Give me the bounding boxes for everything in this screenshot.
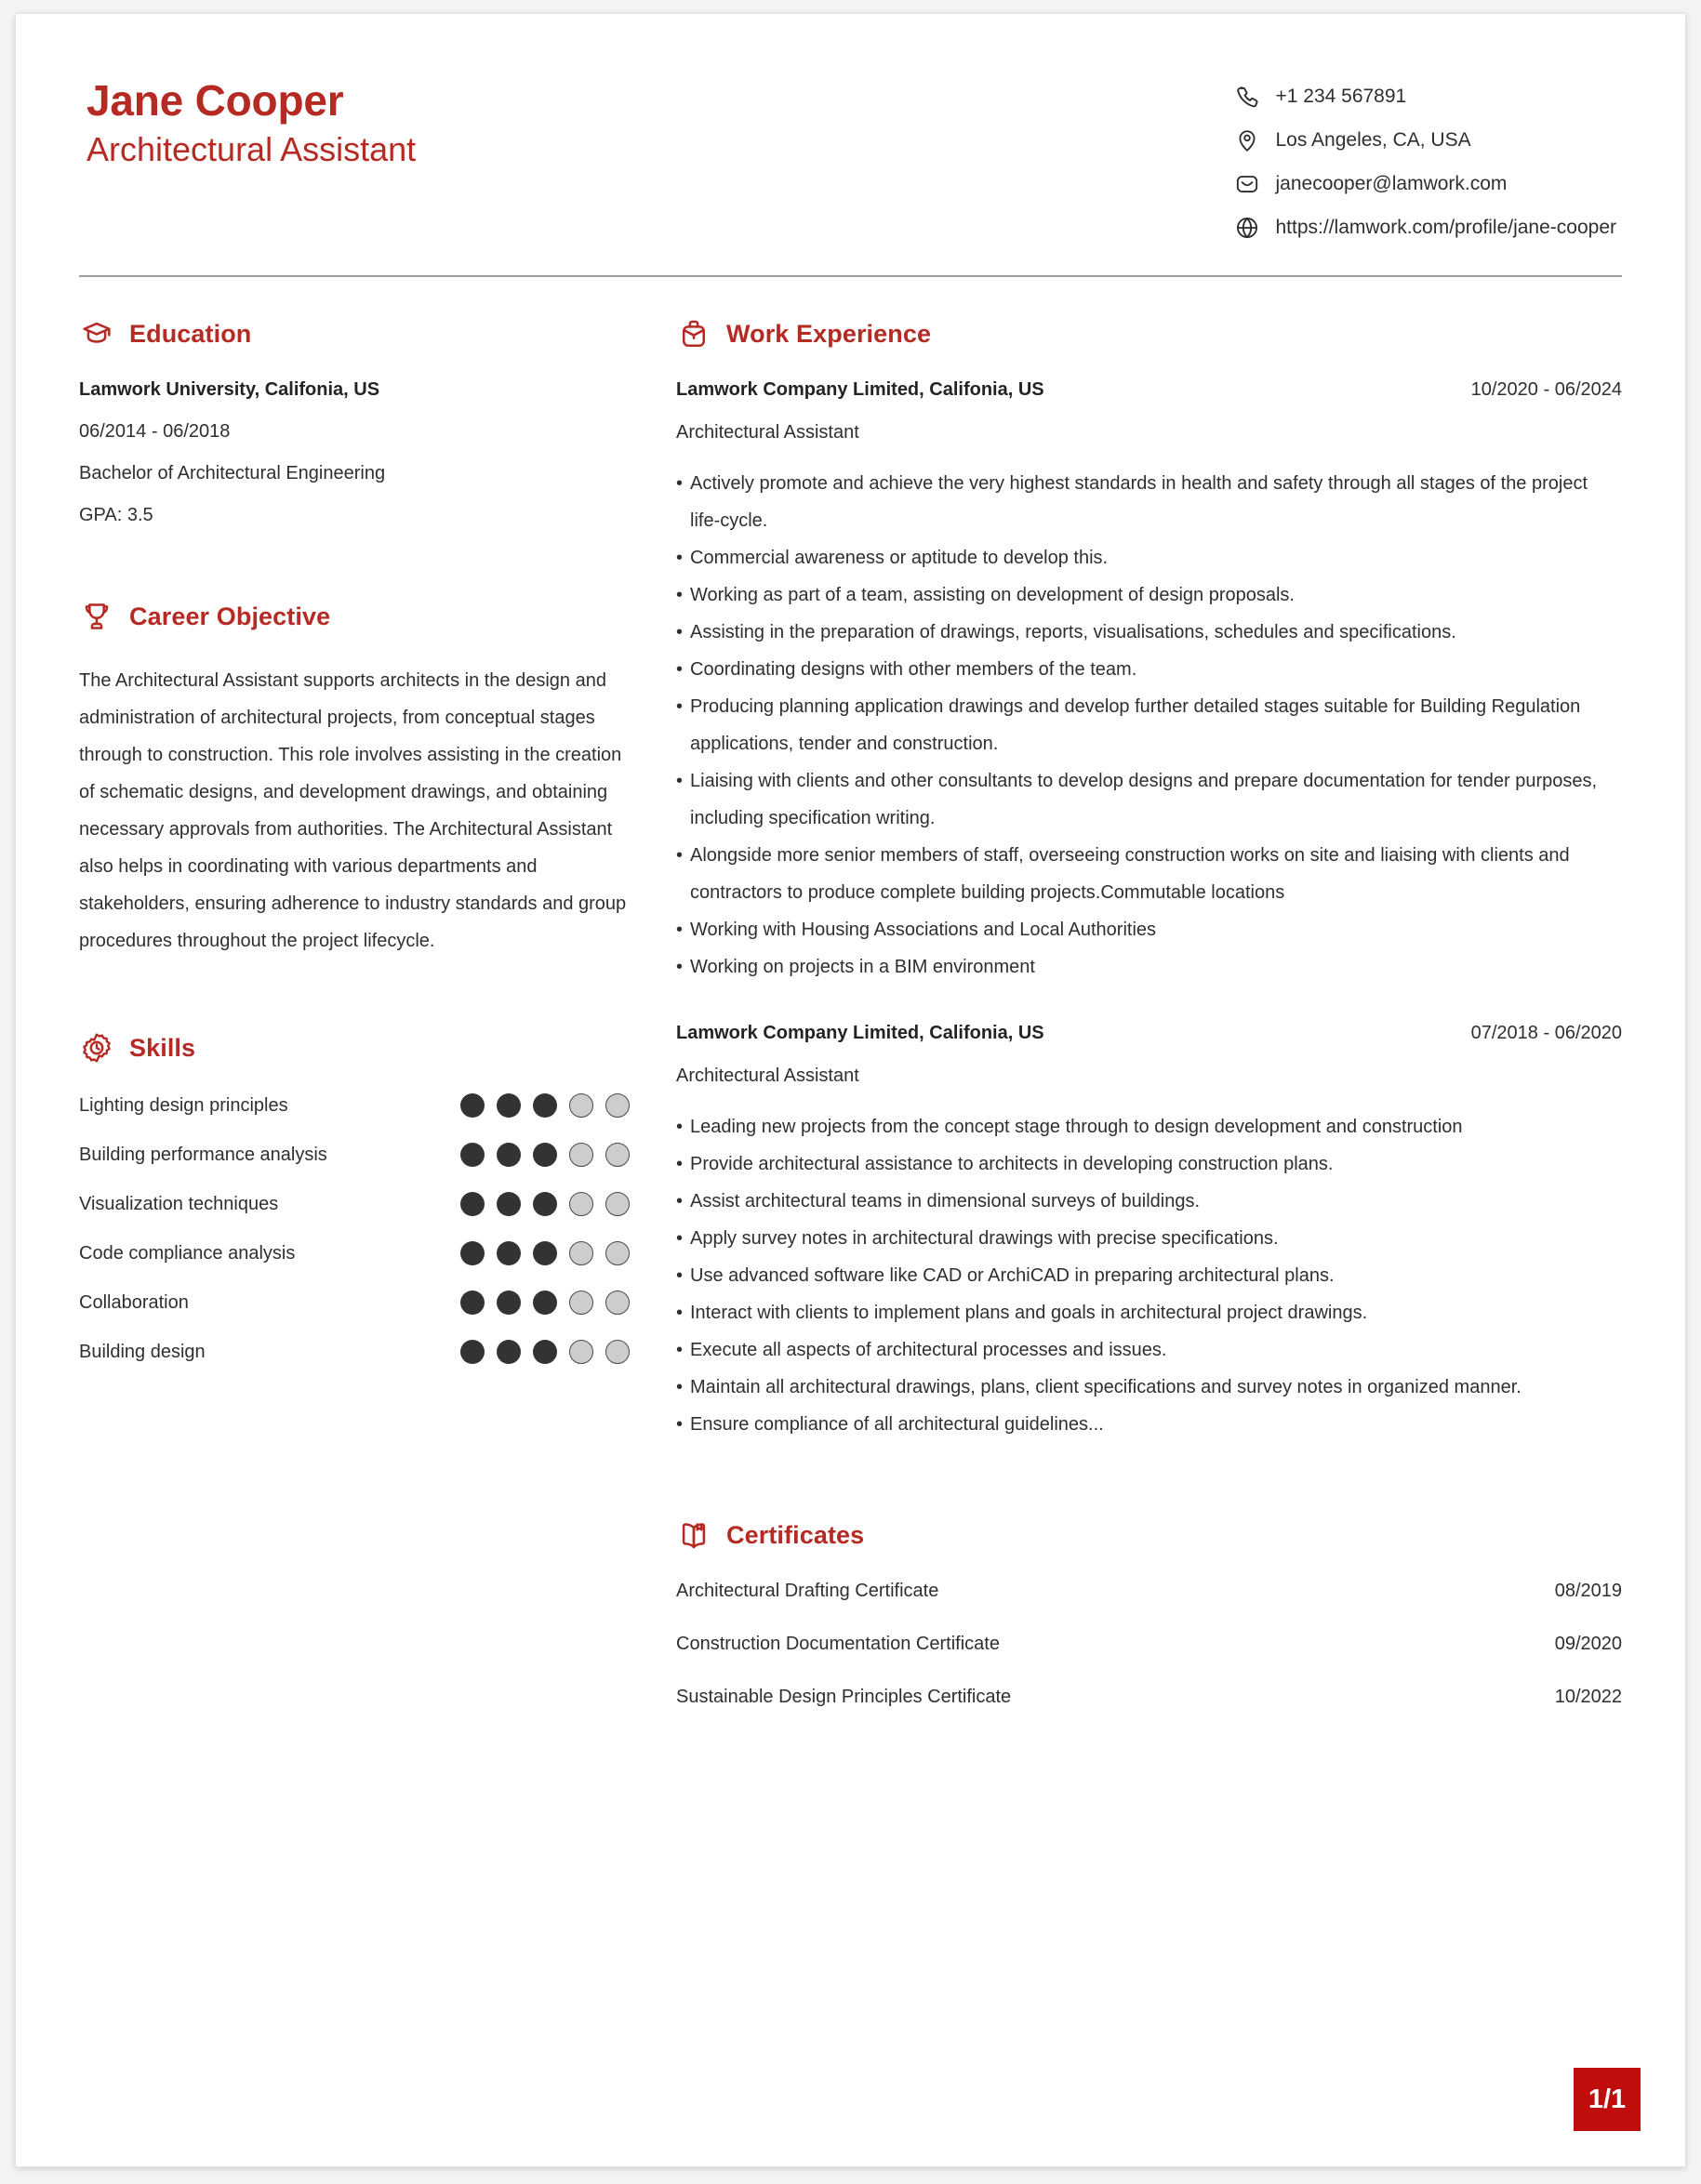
rating-dot-filled[interactable] — [497, 1143, 521, 1167]
rating-dot-filled[interactable] — [460, 1291, 485, 1315]
email-icon — [1233, 170, 1261, 198]
skill-row — [79, 1291, 637, 1315]
job-dates: 10/2020 - 06/2024 — [1470, 379, 1622, 400]
skill-row — [79, 1093, 637, 1118]
certificate-name: Sustainable Design Principles Certificate — [676, 1687, 1012, 1707]
resume-body — [73, 277, 1628, 1708]
job-bullet: • Execute all aspects of architectural processes and issues. — [676, 1331, 1622, 1369]
education-title: Education — [129, 319, 252, 348]
skill-name: Building performance analysis — [79, 1144, 327, 1165]
job-company: Lamwork Company Limited, Califonia, US — [676, 379, 1044, 400]
contact-website-value: https://lamwork.com/profile/jane-cooper — [1275, 217, 1616, 239]
job-title: Architectural Assistant — [86, 130, 417, 169]
rating-dot-empty[interactable] — [605, 1192, 630, 1216]
rating-dot-filled[interactable] — [460, 1093, 485, 1118]
job-role: Architectural Assistant — [676, 422, 859, 443]
job-bullet: • Alongside more senior members of staff, overseeing construction works on site and liaising with clients and contractors to produce complete building projects.Commutable locations — [676, 837, 1622, 911]
section-education — [79, 316, 637, 526]
rating-dot-empty[interactable] — [569, 1241, 593, 1265]
rating-dot-empty[interactable] — [605, 1093, 630, 1118]
jobs-list — [676, 379, 1622, 1443]
skill-rating-dots[interactable] — [460, 1340, 637, 1364]
location-icon — [1233, 126, 1261, 154]
rating-dot-empty[interactable] — [569, 1143, 593, 1167]
job-headline — [676, 1023, 1622, 1044]
education-header — [79, 316, 637, 351]
education-dates: 06/2014 - 06/2018 — [79, 421, 231, 442]
section-certificates — [676, 1517, 1622, 1708]
skill-name: Building design — [79, 1341, 206, 1362]
section-skills — [79, 1030, 637, 1364]
right-column — [676, 316, 1622, 1708]
section-career-objective — [79, 599, 637, 960]
job-headline — [676, 379, 1622, 401]
job-bullet: • Commercial awareness or aptitude to develop this. — [676, 539, 1622, 576]
job-dates: 07/2018 - 06/2020 — [1470, 1023, 1622, 1043]
rating-dot-filled[interactable] — [533, 1093, 557, 1118]
education-gpa: GPA: 3.5 — [79, 505, 153, 525]
contact-location-value: Los Angeles, CA, USA — [1275, 129, 1471, 152]
job-bullet: • Leading new projects from the concept stage through to design development and construction — [676, 1108, 1622, 1145]
full-name: Jane Cooper — [86, 76, 344, 125]
rating-dot-filled[interactable] — [460, 1143, 485, 1167]
phone-icon — [1233, 83, 1261, 111]
contact-email[interactable] — [1233, 170, 1617, 198]
job-bullet: • Provide architectural assistance to architects in developing construction plans. — [676, 1145, 1622, 1183]
rating-dot-filled[interactable] — [497, 1093, 521, 1118]
job-bullet: • Coordinating designs with other members of the team. — [676, 651, 1622, 688]
skill-name: Collaboration — [79, 1291, 189, 1313]
graduation-cap-icon — [79, 316, 114, 351]
rating-dot-empty[interactable] — [605, 1241, 630, 1265]
job-bullet: • Apply survey notes in architectural drawings with precise specifications. — [676, 1220, 1622, 1257]
page-indicator-badge: 1/1 — [1574, 2068, 1641, 2131]
skill-rating-dots[interactable] — [460, 1241, 637, 1265]
skill-row — [79, 1143, 637, 1167]
career-objective-text: The Architectural Assistant supports architects in the design and administration of architectural projects, from conceptual stages through to construction. This role involves assisting in the creation of schematic designs, and development drawings, and obtaining necessary approvals from authorities. The Architectural Assistant also helps in coordinating with various departments and stakeholders, ensuring adherence to industry standards and group procedures throughout the project lifecycle. — [79, 670, 627, 951]
rating-dot-filled[interactable] — [460, 1340, 485, 1364]
rating-dot-empty[interactable] — [605, 1143, 630, 1167]
rating-dot-filled[interactable] — [533, 1340, 557, 1364]
certificate-date: 08/2019 — [1554, 1581, 1622, 1601]
certificate-date: 09/2020 — [1554, 1634, 1622, 1654]
open-book-icon — [676, 1517, 711, 1553]
rating-dot-filled[interactable] — [497, 1241, 521, 1265]
certificate-name: Architectural Drafting Certificate — [676, 1581, 939, 1601]
job-bullet: • Ensure compliance of all architectural guidelines... — [676, 1406, 1622, 1443]
spacer — [79, 526, 637, 599]
job-bullet: • Producing planning application drawings and develop further detailed stages suitable for Building Regulation applications, tender and construction. — [676, 688, 1622, 762]
skill-name: Visualization techniques — [79, 1193, 279, 1214]
job-bullet: • Assisting in the preparation of drawings, reports, visualisations, schedules and specifications. — [676, 614, 1622, 651]
job-entry — [676, 379, 1622, 986]
rating-dot-empty[interactable] — [569, 1192, 593, 1216]
skill-name: Code compliance analysis — [79, 1242, 296, 1264]
certificates-header — [676, 1517, 1622, 1553]
globe-icon — [1233, 214, 1261, 242]
spacer — [676, 986, 1622, 1023]
trophy-icon — [79, 599, 114, 634]
rating-dot-filled[interactable] — [497, 1340, 521, 1364]
job-role: Architectural Assistant — [676, 1066, 859, 1086]
rating-dot-empty[interactable] — [569, 1093, 593, 1118]
rating-dot-empty[interactable] — [605, 1291, 630, 1315]
rating-dot-filled[interactable] — [460, 1241, 485, 1265]
identity-block — [73, 75, 416, 173]
rating-dot-empty[interactable] — [569, 1340, 593, 1364]
job-bullet: • Working with Housing Associations and Local Authorities — [676, 911, 1622, 948]
rating-dot-filled[interactable] — [460, 1192, 485, 1216]
rating-dot-filled[interactable] — [533, 1192, 557, 1216]
skill-rating-dots[interactable] — [460, 1192, 637, 1216]
skill-row — [79, 1241, 637, 1265]
career-objective-title: Career Objective — [129, 602, 331, 630]
rating-dot-empty[interactable] — [605, 1340, 630, 1364]
job-bullet-list — [676, 1108, 1622, 1443]
briefcase-icon — [676, 316, 711, 351]
job-entry — [676, 1023, 1622, 1443]
certificate-date: 10/2022 — [1554, 1687, 1622, 1707]
contact-email-value: janecooper@lamwork.com — [1275, 173, 1508, 195]
rating-dot-empty[interactable] — [569, 1291, 593, 1315]
career-objective-header — [79, 599, 637, 634]
job-bullet: • Use advanced software like CAD or ArchiCAD in preparing architectural plans. — [676, 1257, 1622, 1294]
job-bullet: • Assist architectural teams in dimensional surveys of buildings. — [676, 1183, 1622, 1220]
skill-rating-dots[interactable] — [460, 1291, 637, 1315]
resume-document — [15, 13, 1686, 2167]
job-bullet: • Maintain all architectural drawings, plans, client specifications and survey notes in organized manner. — [676, 1369, 1622, 1406]
spacer — [79, 960, 637, 1030]
left-column — [79, 316, 637, 1708]
skill-rating-dots[interactable] — [460, 1143, 637, 1167]
rating-dot-filled[interactable] — [497, 1192, 521, 1216]
contact-website[interactable] — [1233, 214, 1617, 242]
rating-dot-filled[interactable] — [533, 1143, 557, 1167]
rating-dot-filled[interactable] — [497, 1291, 521, 1315]
rating-dot-filled[interactable] — [533, 1241, 557, 1265]
rating-dot-filled[interactable] — [533, 1291, 557, 1315]
certificate-row — [676, 1581, 1622, 1602]
job-bullet-list — [676, 465, 1622, 986]
certificate-row — [676, 1634, 1622, 1655]
education-school: Lamwork University, Califonia, US — [79, 379, 380, 400]
education-degree: Bachelor of Architectural Engineering — [79, 463, 386, 483]
certificate-row — [676, 1687, 1622, 1708]
job-bullet: • Working on projects in a BIM environment — [676, 948, 1622, 986]
contact-location[interactable] — [1233, 126, 1617, 154]
resume-header — [73, 60, 1628, 242]
skill-row — [79, 1340, 637, 1364]
section-work-experience — [676, 316, 1622, 1443]
work-experience-title: Work Experience — [726, 319, 932, 348]
skill-row — [79, 1192, 637, 1216]
job-bullet: • Actively promote and achieve the very highest standards in health and safety through all stages of the project life-cycle. — [676, 465, 1622, 539]
skills-list — [79, 1093, 637, 1364]
skill-rating-dots[interactable] — [460, 1093, 637, 1118]
job-bullet: • Liaising with clients and other consultants to develop designs and prepare documentation for tender purposes, including specification writing. — [676, 762, 1622, 837]
contact-list — [1233, 75, 1628, 242]
contact-phone-value: +1 234 567891 — [1275, 86, 1407, 108]
skills-header — [79, 1030, 637, 1066]
job-bullet: • Interact with clients to implement plans and goals in architectural project drawings. — [676, 1294, 1622, 1331]
spacer — [676, 1443, 1622, 1517]
gear-clock-icon — [79, 1030, 114, 1066]
work-experience-header — [676, 316, 1622, 351]
job-company: Lamwork Company Limited, Califonia, US — [676, 1023, 1044, 1043]
certificates-title: Certificates — [726, 1520, 865, 1549]
contact-phone[interactable] — [1233, 83, 1617, 111]
skill-name: Lighting design principles — [79, 1094, 288, 1116]
certificate-name: Construction Documentation Certificate — [676, 1634, 1000, 1654]
job-bullet: • Working as part of a team, assisting on development of design proposals. — [676, 576, 1622, 614]
skills-title: Skills — [129, 1033, 196, 1062]
certificates-list — [676, 1581, 1622, 1708]
